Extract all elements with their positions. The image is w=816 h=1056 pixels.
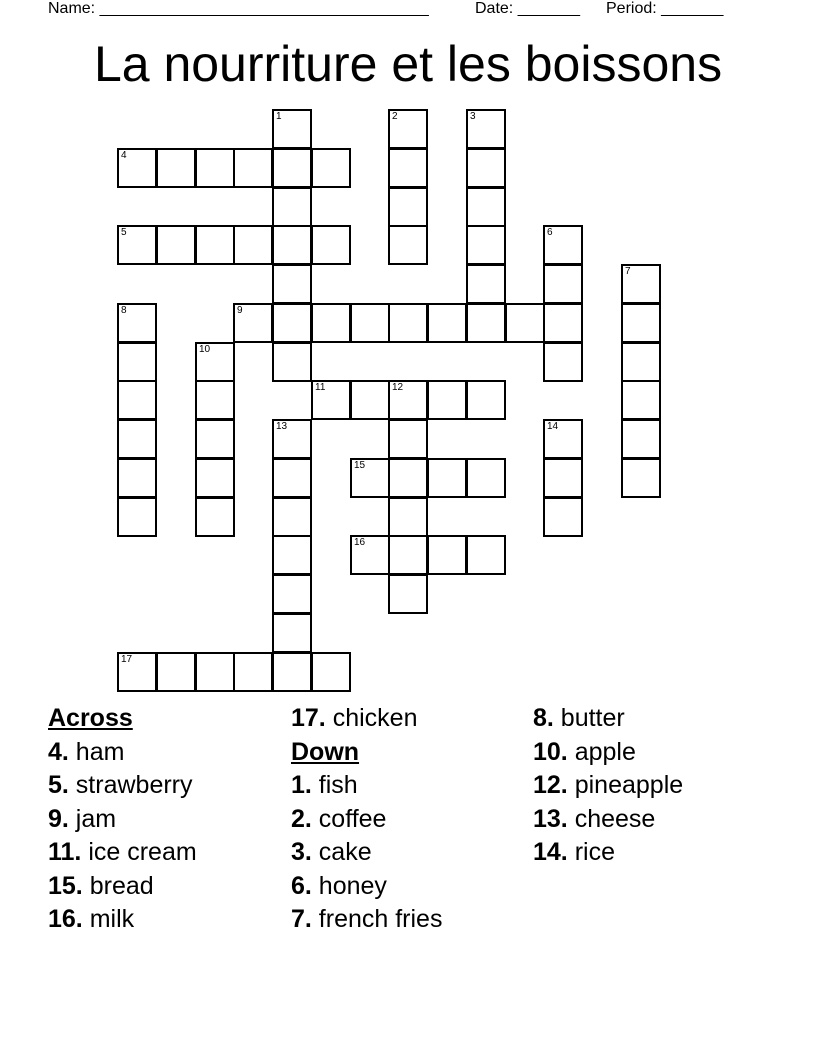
clue-text: milk: [82, 905, 135, 933]
clue-number: 10.: [533, 737, 568, 766]
grid-cell[interactable]: [233, 303, 273, 343]
grid-cell[interactable]: [350, 535, 390, 575]
clue-text: ham: [68, 737, 125, 766]
clue-down-12: [533, 769, 683, 803]
clue-across-11: [48, 836, 197, 870]
clue-number: 9.: [48, 804, 69, 833]
clue-text: butter: [553, 704, 625, 732]
grid-cell[interactable]: [621, 303, 661, 343]
clue-down-3: [291, 836, 442, 870]
period-field-label: Period: _______: [606, 0, 724, 17]
clue-number-label: 6: [547, 227, 553, 238]
grid-cell[interactable]: [466, 109, 506, 149]
grid-cell[interactable]: [427, 535, 467, 575]
grid-cell[interactable]: [156, 652, 196, 692]
clue-number-label: 12: [392, 382, 404, 393]
grid-cell[interactable]: [117, 458, 157, 498]
grid-cell[interactable]: [272, 613, 312, 653]
clue-across-15: [48, 870, 197, 904]
grid-cell[interactable]: [272, 342, 312, 382]
clue-across-16: [48, 903, 197, 937]
clue-text: apple: [567, 737, 636, 766]
clue-down-8: [533, 702, 683, 736]
clue-text: cheese: [567, 804, 656, 833]
clue-number: 6.: [291, 871, 312, 900]
clue-number: 12.: [533, 771, 568, 799]
grid-cell[interactable]: [466, 303, 506, 343]
grid-cell[interactable]: [621, 419, 661, 459]
grid-cell[interactable]: [543, 497, 583, 537]
grid-cell[interactable]: [156, 148, 196, 188]
grid-cell[interactable]: [272, 264, 312, 304]
clue-number: 5.: [48, 771, 69, 799]
clue-column-3: [533, 702, 683, 870]
grid-cell[interactable]: [272, 187, 312, 227]
grid-cell[interactable]: [543, 264, 583, 304]
grid-cell[interactable]: [311, 303, 351, 343]
grid-cell[interactable]: [156, 225, 196, 265]
across-heading: Across: [48, 704, 133, 732]
clue-text: fish: [311, 771, 358, 799]
grid-cell[interactable]: [272, 652, 312, 692]
clue-down-6: [291, 870, 442, 904]
grid-cell[interactable]: [195, 458, 235, 498]
grid-cell[interactable]: [543, 419, 583, 459]
clue-column-2: [291, 702, 442, 937]
clue-text: strawberry: [68, 771, 193, 799]
clue-number: 16.: [48, 905, 83, 933]
grid-cell[interactable]: [272, 497, 312, 537]
grid-cell[interactable]: [117, 148, 157, 188]
clue-number: 7.: [291, 905, 312, 933]
grid-cell[interactable]: [388, 303, 428, 343]
date-field-label: Date: _______: [475, 0, 580, 17]
grid-cell[interactable]: [388, 148, 428, 188]
clue-across-9: [48, 803, 197, 837]
grid-cell[interactable]: [272, 225, 312, 265]
grid-cell[interactable]: [466, 380, 506, 420]
clue-text: french fries: [311, 905, 443, 933]
grid-cell[interactable]: [388, 380, 428, 420]
grid-cell[interactable]: [117, 380, 157, 420]
grid-cell[interactable]: [543, 458, 583, 498]
grid-cell[interactable]: [272, 419, 312, 459]
grid-cell[interactable]: [350, 303, 390, 343]
grid-cell[interactable]: [466, 458, 506, 498]
grid-cell[interactable]: [388, 187, 428, 227]
grid-cell[interactable]: [621, 264, 661, 304]
grid-cell[interactable]: [388, 458, 428, 498]
clue-down-14: [533, 836, 683, 870]
clue-number: 2.: [291, 804, 312, 833]
grid-cell[interactable]: [195, 497, 235, 537]
grid-cell[interactable]: [272, 574, 312, 614]
grid-cell[interactable]: [272, 535, 312, 575]
grid-cell[interactable]: [117, 342, 157, 382]
clue-number-label: 14: [547, 421, 559, 432]
grid-cell[interactable]: [427, 458, 467, 498]
clue-number: 3.: [291, 838, 312, 866]
grid-cell[interactable]: [117, 419, 157, 459]
clue-number-label: 9: [237, 305, 243, 316]
clue-number-label: 7: [625, 266, 631, 277]
grid-cell[interactable]: [543, 225, 583, 265]
clue-across-4: [48, 736, 197, 770]
grid-cell[interactable]: [388, 109, 428, 149]
clue-number-label: 10: [199, 344, 211, 355]
clue-number: 11.: [48, 838, 82, 866]
clue-number: 8.: [533, 704, 554, 732]
grid-cell[interactable]: [117, 303, 157, 343]
grid-cell[interactable]: [311, 225, 351, 265]
grid-cell[interactable]: [388, 535, 428, 575]
page-title: La nourriture et les boissons: [93, 36, 723, 92]
grid-cell[interactable]: [117, 225, 157, 265]
grid-cell[interactable]: [195, 419, 235, 459]
grid-cell[interactable]: [543, 342, 583, 382]
clue-number-label: 16: [354, 537, 366, 548]
clue-number-label: 2: [392, 111, 398, 122]
clue-number: 15.: [48, 871, 83, 900]
grid-cell[interactable]: [311, 652, 351, 692]
clue-number-label: 8: [121, 305, 127, 316]
grid-cell[interactable]: [272, 109, 312, 149]
grid-cell[interactable]: [117, 497, 157, 537]
grid-cell[interactable]: [233, 225, 273, 265]
grid-cell[interactable]: [117, 652, 157, 692]
grid-cell[interactable]: [350, 380, 390, 420]
clue-number-label: 15: [354, 460, 366, 471]
clue-text: rice: [567, 838, 615, 866]
grid-cell[interactable]: [195, 380, 235, 420]
clue-down-10: [533, 736, 683, 770]
grid-cell[interactable]: [311, 380, 351, 420]
grid-cell[interactable]: [195, 652, 235, 692]
clue-number: 13.: [533, 804, 568, 833]
clue-text: ice cream: [81, 838, 197, 866]
name-field-label: Name: _____________________________________: [48, 0, 429, 17]
grid-cell[interactable]: [388, 497, 428, 537]
grid-cell[interactable]: [505, 303, 545, 343]
grid-cell[interactable]: [466, 187, 506, 227]
grid-cell[interactable]: [466, 148, 506, 188]
grid-cell[interactable]: [466, 535, 506, 575]
clue-number-label: 11: [315, 382, 326, 393]
grid-cell[interactable]: [621, 342, 661, 382]
grid-cell[interactable]: [466, 225, 506, 265]
clue-down-1: [291, 769, 442, 803]
grid-cell[interactable]: [466, 264, 506, 304]
clue-number-label: 1: [276, 111, 282, 122]
clue-column-1: [48, 702, 197, 937]
clue-number-label: 13: [276, 421, 288, 432]
grid-cell[interactable]: [427, 380, 467, 420]
grid-cell[interactable]: [195, 225, 235, 265]
clue-down-13: [533, 803, 683, 837]
grid-cell[interactable]: [233, 148, 273, 188]
clue-across-17: [291, 702, 442, 736]
grid-cell[interactable]: [388, 225, 428, 265]
clue-number-label: 5: [121, 227, 127, 238]
grid-cell[interactable]: [388, 574, 428, 614]
clue-text: coffee: [311, 804, 387, 833]
clue-number: 17.: [291, 704, 326, 732]
clue-number-label: 4: [121, 150, 127, 161]
clue-number-label: 3: [470, 111, 476, 122]
grid-cell[interactable]: [272, 458, 312, 498]
clue-down-2: [291, 803, 442, 837]
grid-cell[interactable]: [427, 303, 467, 343]
clue-across-5: [48, 769, 197, 803]
grid-cell[interactable]: [272, 303, 312, 343]
clue-text: honey: [311, 871, 387, 900]
grid-cell[interactable]: [350, 458, 390, 498]
clue-number: 14.: [533, 838, 568, 866]
clue-down-7: [291, 903, 442, 937]
grid-cell[interactable]: [543, 303, 583, 343]
grid-cell[interactable]: [195, 148, 235, 188]
grid-cell[interactable]: [272, 148, 312, 188]
clue-text: cake: [311, 838, 372, 866]
clue-text: chicken: [325, 704, 418, 732]
clue-number-label: 17: [121, 654, 133, 665]
grid-cell[interactable]: [233, 652, 273, 692]
grid-cell[interactable]: [311, 148, 351, 188]
grid-cell[interactable]: [195, 342, 235, 382]
grid-cell[interactable]: [621, 458, 661, 498]
clue-text: pineapple: [567, 771, 684, 799]
clue-text: bread: [82, 871, 154, 900]
down-heading: Down: [291, 737, 360, 766]
clue-number: 4.: [48, 737, 69, 766]
grid-cell[interactable]: [388, 419, 428, 459]
grid-cell[interactable]: [621, 380, 661, 420]
clue-text: jam: [68, 804, 117, 833]
clue-number: 1.: [291, 771, 312, 799]
